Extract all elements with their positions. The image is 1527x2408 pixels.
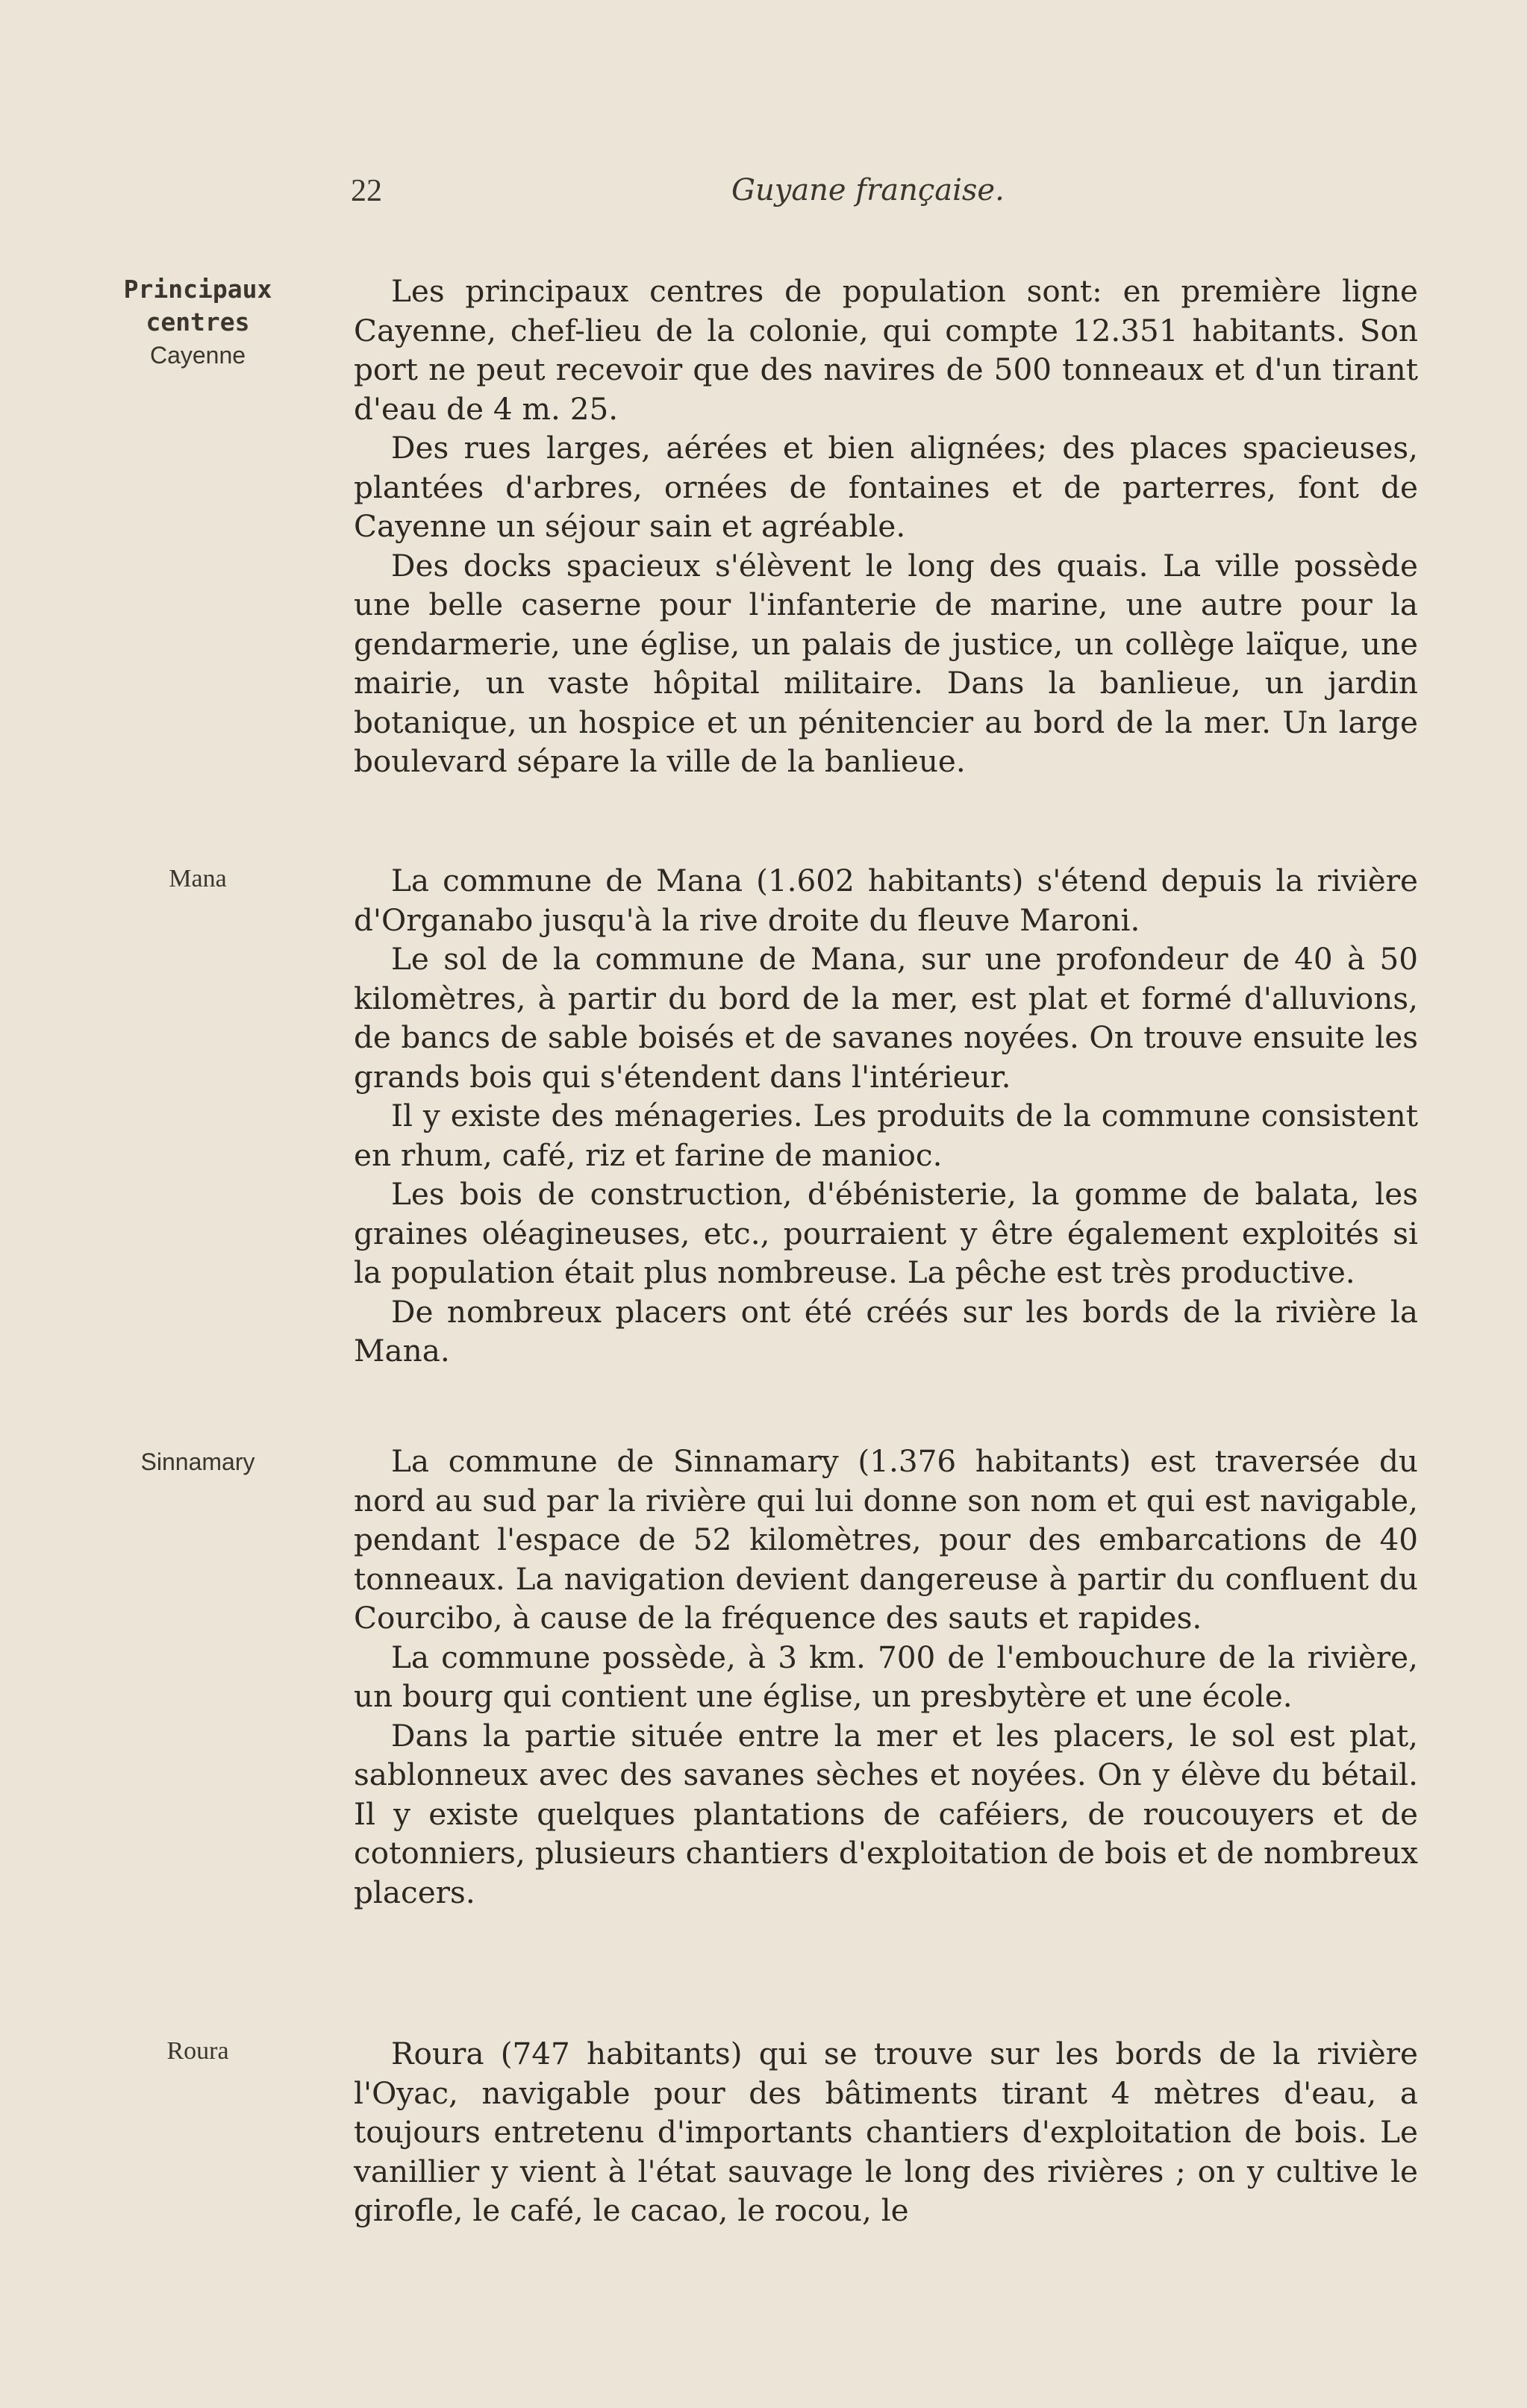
section-sinnamary <box>354 1442 1418 1912</box>
paragraph: Il y existe des ménageries. Les produits de la commune consistent en rhum, café, riz et farine de manioc. <box>354 1098 1418 1173</box>
paragraph: La commune de Sinnamary (1.376 habitants) est traversée du nord au sud par la rivière qui lui donne son nom et qui est navigable, pendant l'espace de 52 kilomètres, pour des embarcations de 40 tonneaux. La navigation devient dangereuse à partir du confluent du Courcibo, à cause de la fréquence des sauts et rapides. <box>354 1443 1418 1636</box>
margin-note-sinnamary <box>90 1445 306 1478</box>
paragraph: Roura (747 habitants) qui se trouve sur les bords de la rivière l'Oyac, navigable pour des bâtiments tirant 4 mètres d'eau, a toujours entretenu d'importants chantiers d'exploitation de bois. Le vanillier y vient à l'état sauvage le long des rivières ; on y cultive le girofle, le café, le cacao, le rocou, le <box>354 2036 1418 2228</box>
margin-note-line: centres <box>146 307 250 337</box>
margin-note-line: Sinnamary <box>140 1448 255 1475</box>
section-cayenne <box>354 272 1418 781</box>
paragraph: Le sol de la commune de Mana, sur une profondeur de 40 à 50 kilomètres, à partir du bord de la mer, est plat et formé d'alluvions, de bancs de sable boisés et de savanes noyées. On trouve ensuite les grands bois qui s'étendent dans l'intérieur. <box>354 941 1418 1095</box>
section-roura <box>354 2034 1418 2230</box>
margin-note-line: Cayenne <box>149 342 246 369</box>
paragraph: Les bois de construction, d'ébénisterie, la gomme de balata, les graines oléagineuses, etc., pourraient y être également exploités si la population était plus nombreuse. La pêche est très productive. <box>354 1176 1418 1290</box>
page-header <box>351 173 1052 225</box>
margin-note-line: Roura <box>166 2037 229 2065</box>
paragraph: Dans la partie située entre la mer et les placers, le sol est plat, sablonneux avec des savanes sèches et noyées. On y élève du bétail. Il y existe quelques plantations de caféiers, de roucouyers et de cotonniers, plusieurs chantiers d'exploitation de bois et de nombreux placers. <box>354 1717 1418 1910</box>
paragraph: Les principaux centres de population sont: en première ligne Cayenne, chef-lieu de la colonie, qui compte 12.351 habitants. Son port ne peut recevoir que des navires de 500 tonneaux et d'un tirant d'eau de 4 m. 25. <box>354 273 1418 427</box>
margin-note-line: Principaux <box>123 275 272 304</box>
paragraph: De nombreux placers ont été créés sur les bords de la rivière la Mana. <box>354 1293 1418 1369</box>
margin-note-roura <box>90 2035 306 2068</box>
margin-note-mana <box>90 863 306 895</box>
page-number: 22 <box>351 174 382 208</box>
paragraph: La commune possède, à 3 km. 700 de l'embouchure de la rivière, un bourg qui contient une église, un presbytère et une école. <box>354 1639 1418 1714</box>
running-title: Guyane française. <box>731 173 1005 207</box>
paragraph: Des docks spacieux s'élèvent le long des quais. La ville possède une belle caserne pour l'infanterie de marine, une autre pour la gendarmerie, une église, un palais de justice, un collège laïque, une mairie, un vaste hôpital militaire. Dans la banlieue, un jardin botanique, un hospice et un pénitencier au bord de la mer. Un large boulevard sépare la ville de la banlieue. <box>354 547 1418 779</box>
margin-note-principaux-centres <box>90 273 306 372</box>
section-mana <box>354 861 1418 1371</box>
paragraph: Des rues larges, aérées et bien alignées; des places spacieuses, plantées d'arbres, ornées de fontaines et de parterres, font de Cayenne un séjour sain et agréable. <box>354 430 1418 544</box>
margin-note-line: Mana <box>169 865 227 892</box>
paragraph: La commune de Mana (1.602 habitants) s'étend depuis la rivière d'Organabo jusqu'à la rive droite du fleuve Maroni. <box>354 863 1418 938</box>
